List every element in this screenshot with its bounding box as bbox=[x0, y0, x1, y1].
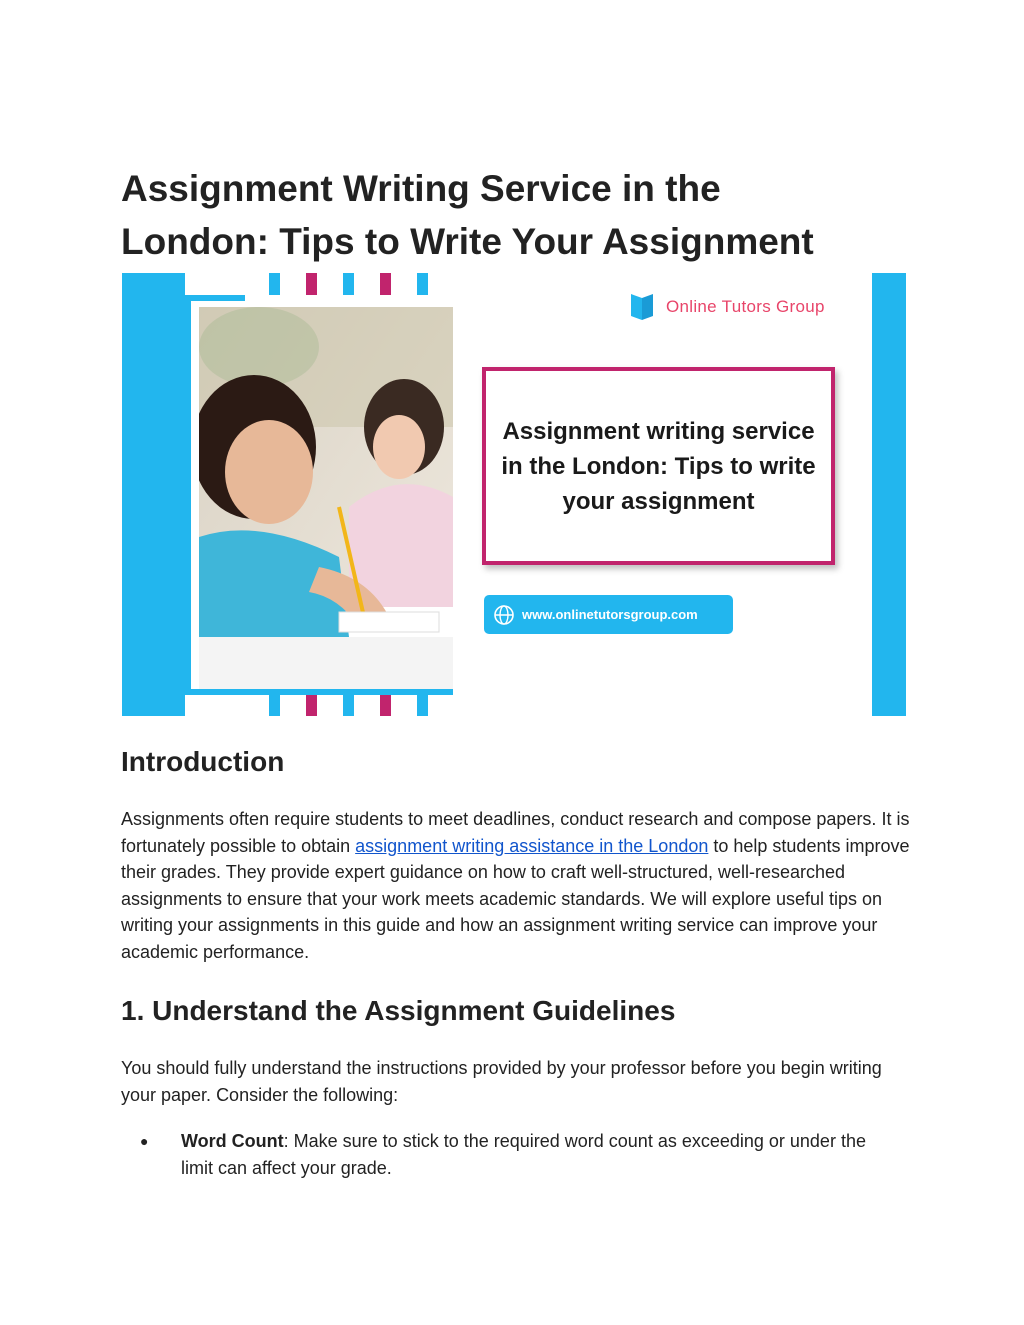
bullet-bold-label: Word Count bbox=[181, 1131, 284, 1151]
page-title bbox=[121, 162, 921, 268]
banner-right-bar bbox=[872, 273, 906, 716]
banner-bottom-stripes bbox=[269, 694, 428, 716]
bullet-text: : Make sure to stick to the required word count as exceeding or under the limit can affect your grade. bbox=[181, 1131, 866, 1178]
website-url-badge bbox=[484, 595, 733, 634]
brand-name: Online Tutors Group bbox=[666, 297, 825, 316]
globe-icon bbox=[494, 605, 514, 625]
banner-image bbox=[122, 273, 906, 716]
banner-top-stripes bbox=[269, 273, 428, 295]
intro-heading: Introduction bbox=[121, 746, 285, 777]
title-line-2: London: Tips to Write Your Assignment bbox=[121, 221, 814, 262]
banner-title-card bbox=[482, 367, 835, 565]
website-url: www.onlinetutorsgroup.com bbox=[522, 607, 698, 622]
book-icon bbox=[628, 292, 656, 322]
card-line-2: in the London: Tips to write bbox=[501, 452, 816, 480]
photo-frame bbox=[185, 295, 453, 695]
intro-text-before-link: Assignments often require students to meet deadlines, conduct research and compose papers. It is fortunately possible to obtain bbox=[121, 809, 910, 856]
card-line-3: your assignment bbox=[562, 487, 755, 515]
assignment-assistance-link[interactable]: assignment writing assistance in the London bbox=[355, 835, 709, 856]
section-1-heading: 1. Understand the Assignment Guidelines bbox=[121, 995, 676, 1026]
banner-left-bar bbox=[122, 273, 185, 716]
intro-text-after-link: to help students improve their grades. They provide expert guidance on how to craft well-structured, well-researched assignments to ensure that your work meets academic standards. We will explore useful tips on writing your assignments in this guide and how an assignment writing service can improve your academic performance. bbox=[121, 835, 910, 962]
students-photo bbox=[199, 307, 453, 689]
intro-paragraph bbox=[121, 806, 911, 965]
section-1-paragraph: You should fully understand the instructions provided by your professor before you begin writing your paper. Consider the following: bbox=[121, 1058, 882, 1105]
card-line-1: Assignment writing service bbox=[502, 417, 815, 445]
brand-logo bbox=[628, 292, 825, 322]
bullet-icon: ● bbox=[140, 1133, 149, 1149]
title-line-1: Assignment Writing Service in the bbox=[121, 168, 721, 209]
